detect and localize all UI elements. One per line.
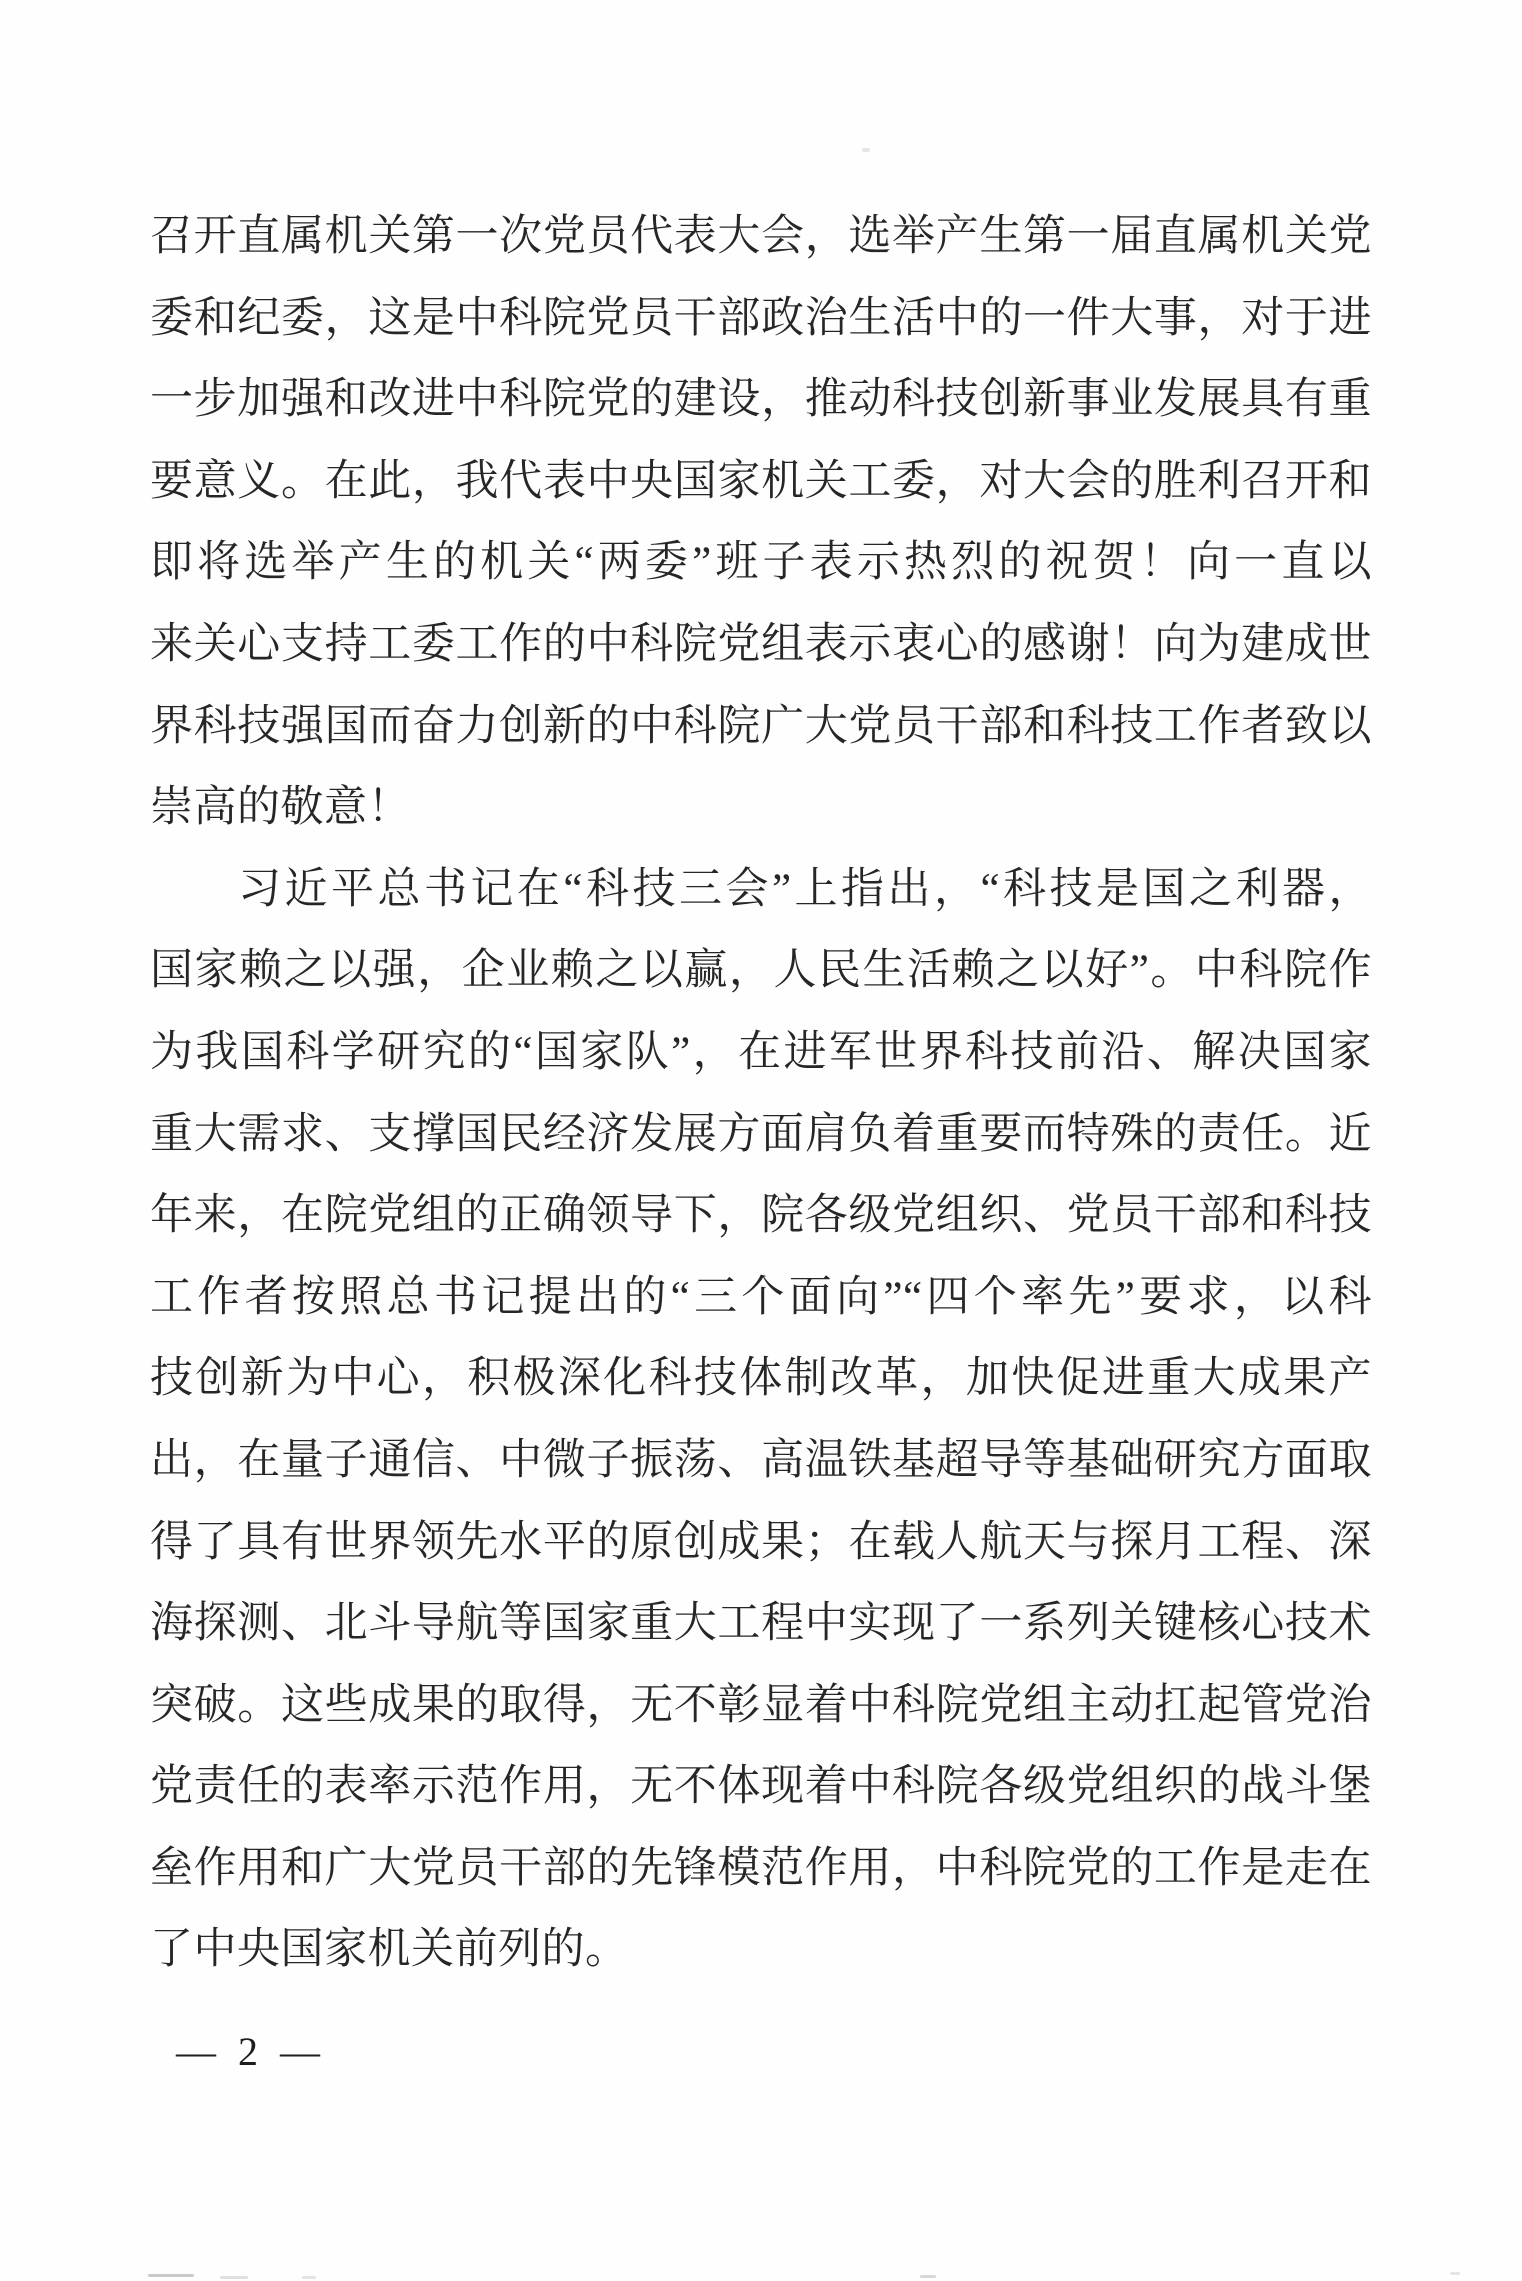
text-line: 即将选举产生的机关“两委”班子表示热烈的祝贺！向一直以 bbox=[150, 539, 1372, 587]
text-line: 海探测、北斗导航等国家重大工程中实现了一系列关键核心技术 bbox=[150, 1600, 1372, 1648]
scan-artifact bbox=[1450, 2272, 1460, 2275]
text-line: 要意义。在此，我代表中央国家机关工委，对大会的胜利召开和 bbox=[150, 457, 1372, 505]
text-line: 年来，在院党组的正确领导下，院各级党组织、党员干部和科技 bbox=[150, 1192, 1372, 1240]
scan-artifact bbox=[302, 2276, 316, 2279]
document-body-text bbox=[150, 196, 1372, 1991]
text-line: 技创新为中心，积极深化科技体制改革，加快促进重大成果产 bbox=[150, 1355, 1372, 1403]
text-line: 出，在量子通信、中微子振荡、高温铁基超导等基础研究方面取 bbox=[150, 1436, 1372, 1484]
text-line: 界科技强国而奋力创新的中科院广大党员干部和科技工作者致以 bbox=[150, 702, 1372, 750]
text-line: 为我国科学研究的“国家队”，在进军世界科技前沿、解决国家 bbox=[150, 1028, 1372, 1076]
text-line: 得了具有世界领先水平的原创成果；在载人航天与探月工程、深 bbox=[150, 1518, 1372, 1566]
text-line: 重大需求、支撑国民经济发展方面肩负着重要而特殊的责任。近 bbox=[150, 1110, 1372, 1158]
scan-artifact bbox=[148, 2274, 194, 2277]
text-line: 党责任的表率示范作用，无不体现着中科院各级党组织的战斗堡 bbox=[150, 1763, 1372, 1811]
text-line: 垒作用和广大党员干部的先锋模范作用，中科院党的工作是走在 bbox=[150, 1844, 1372, 1892]
text-line: 召开直属机关第一次党员代表大会，选举产生第一届直属机关党 bbox=[150, 213, 1372, 260]
text-line: 委和纪委，这是中科院党员干部政治生活中的一件大事，对于进 bbox=[150, 294, 1372, 342]
text-line-paragraph-end: 崇高的敬意！ bbox=[150, 784, 411, 832]
text-line-paragraph-end: 了中央国家机关前列的。 bbox=[150, 1926, 629, 1974]
text-line: 工作者按照总书记提出的“三个面向”“四个率先”要求，以科 bbox=[150, 1273, 1372, 1321]
text-line: 来关心支持工委工作的中科院党组表示衷心的感谢！向为建成世 bbox=[150, 620, 1372, 668]
scan-artifact bbox=[920, 2275, 936, 2278]
page-number: — 2 — bbox=[176, 2029, 326, 2074]
text-line: 突破。这些成果的取得，无不彰显着中科院党组主动扛起管党治 bbox=[150, 1681, 1372, 1729]
scan-artifact bbox=[862, 148, 870, 152]
text-line: 国家赖之以强，企业赖之以赢，人民生活赖之以好”。中科院作 bbox=[150, 947, 1372, 995]
text-line-paragraph-start: 习近平总书记在“科技三会”上指出，“科技是国之利器， bbox=[238, 865, 1372, 913]
scan-artifact bbox=[220, 2276, 248, 2279]
text-line: 一步加强和改进中科院党的建设，推动科技创新事业发展具有重 bbox=[150, 376, 1372, 424]
